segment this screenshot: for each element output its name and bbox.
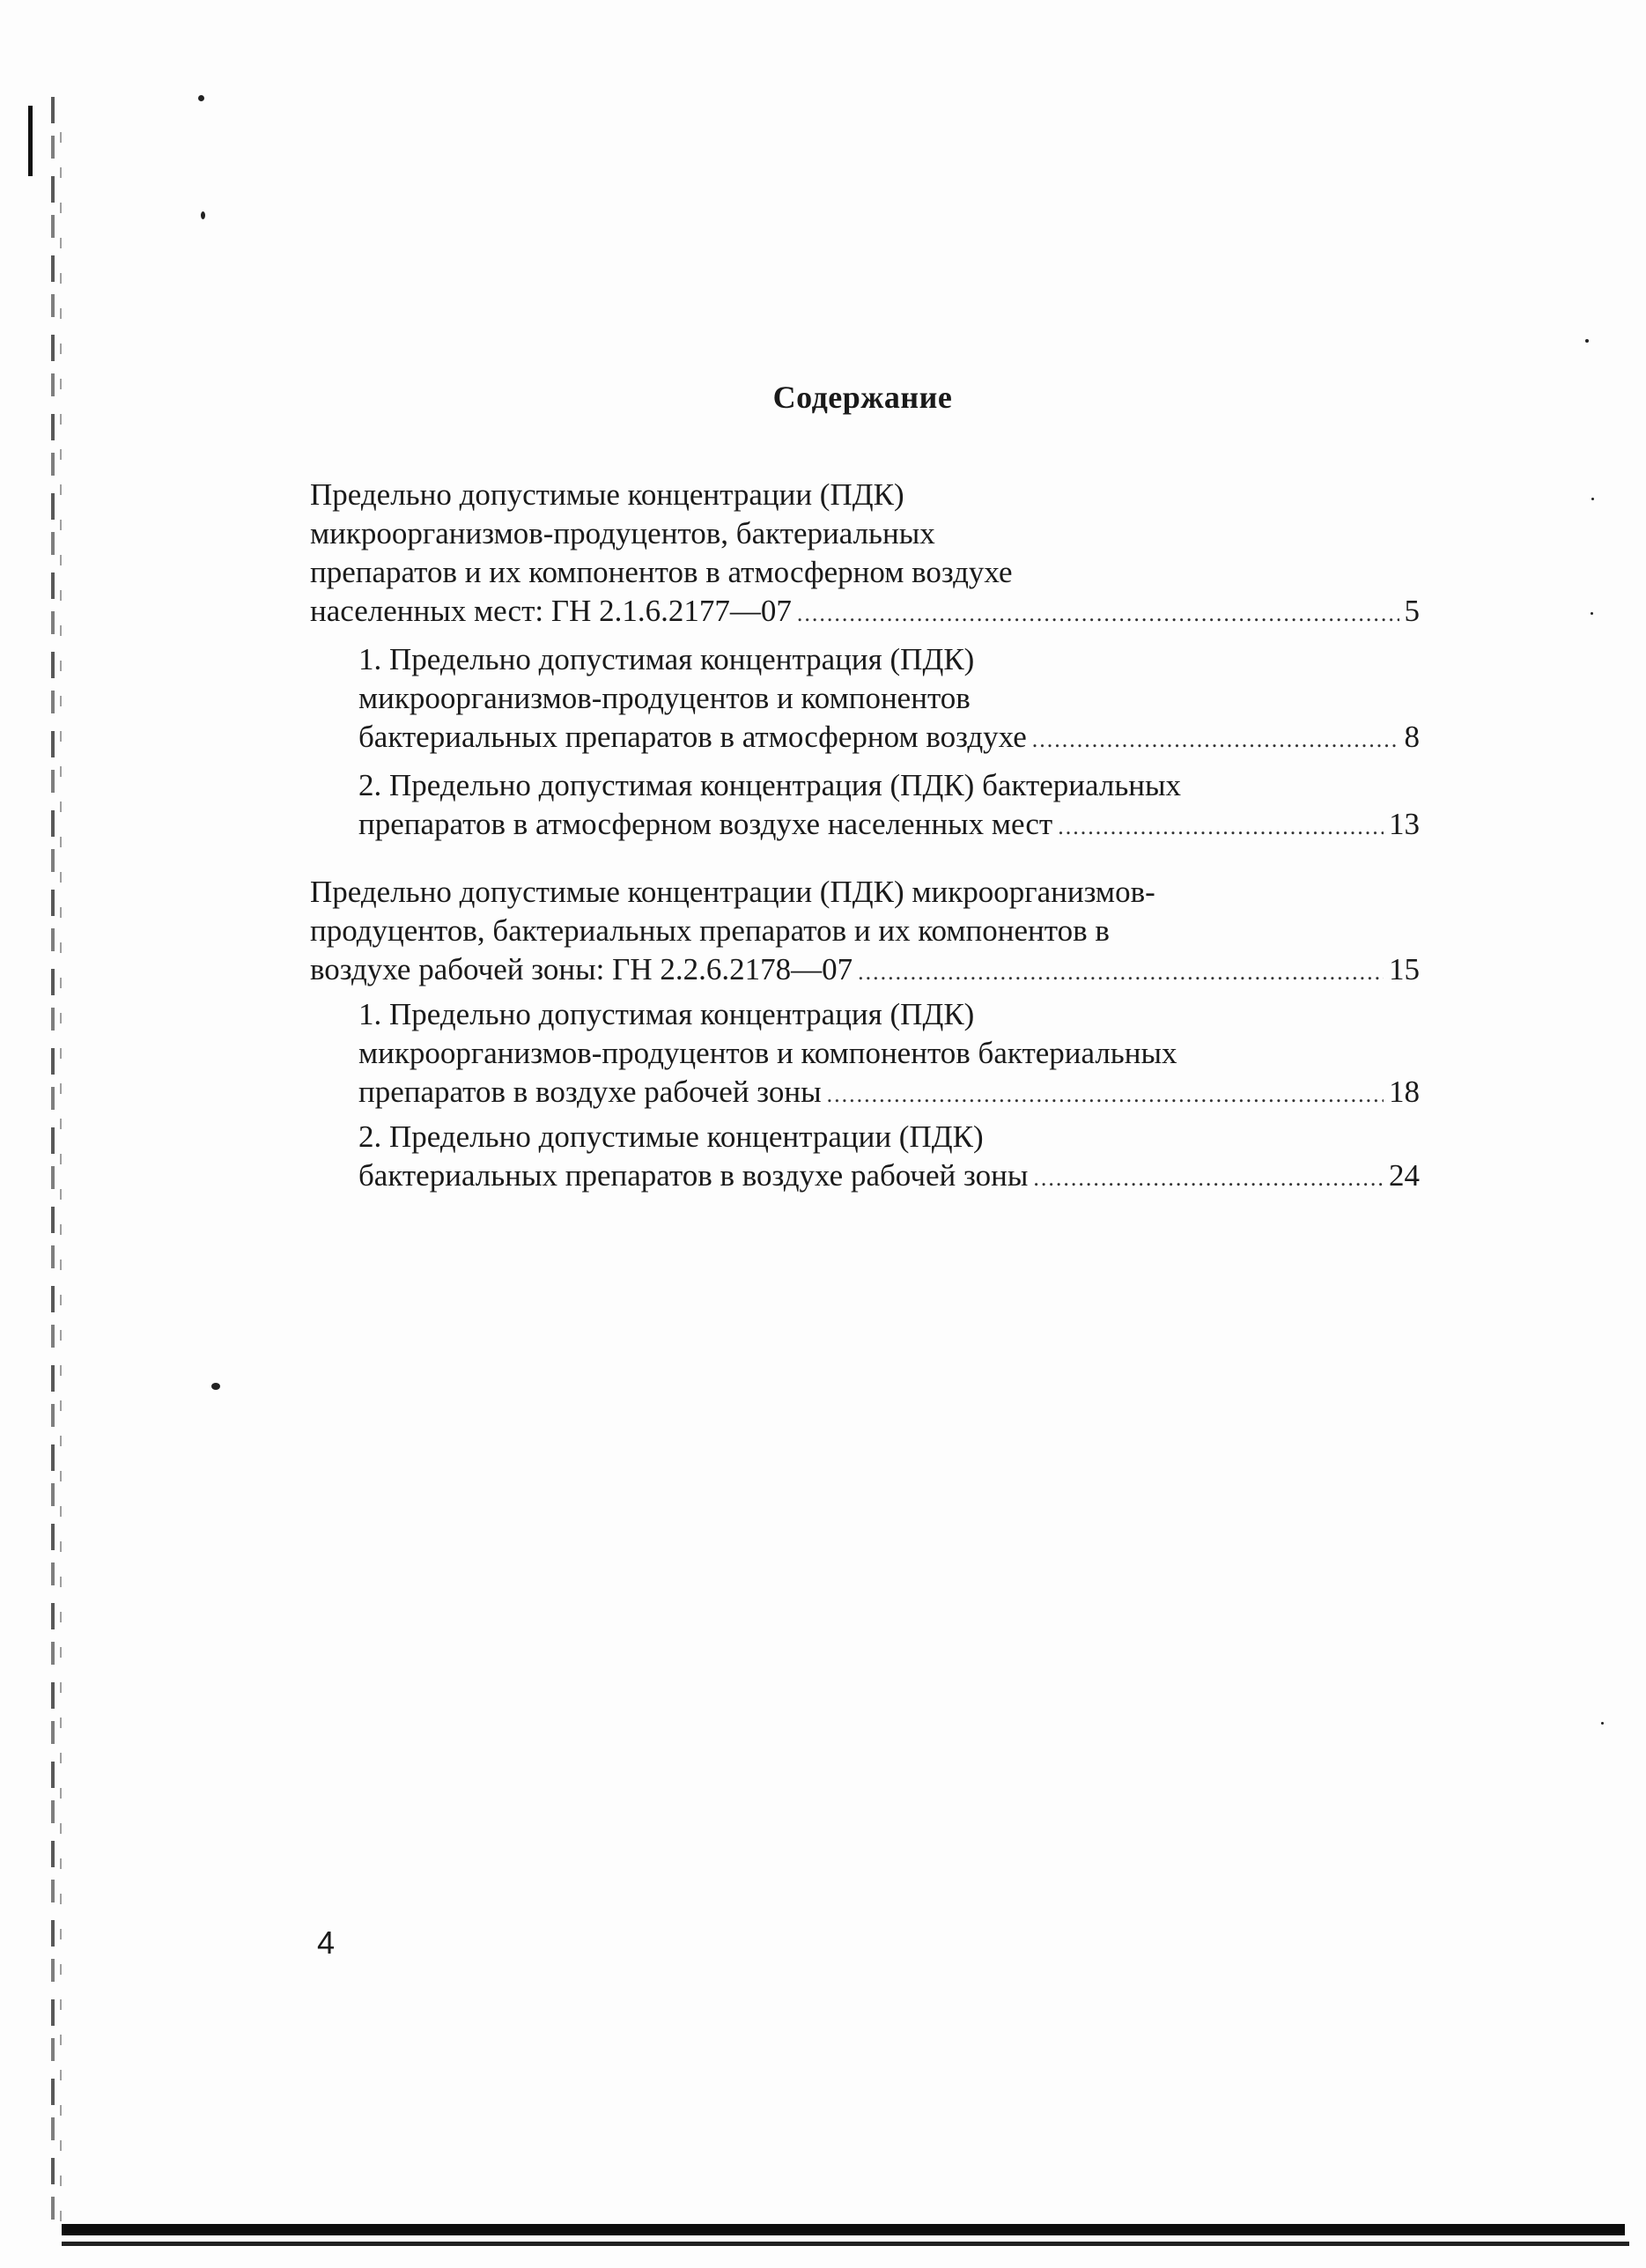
scan-speck: [1591, 498, 1594, 500]
scan-bottom-bar: [62, 2224, 1625, 2235]
toc-dot-leader: [1058, 808, 1384, 846]
toc-entry-last-line: [358, 718, 1420, 759]
toc-entry-last-line: [310, 592, 1420, 633]
table-of-contents: [310, 476, 1420, 1198]
toc-dot-leader: [827, 1075, 1384, 1114]
scan-speck: [201, 211, 205, 219]
toc-entry-line: 1. Предельно допустимая концентрация (ПДК): [358, 997, 975, 1031]
toc-page-number: 15: [1389, 952, 1420, 986]
toc-entry-line: препаратов и их компонентов в атмосферном воздухе: [310, 555, 1013, 589]
toc-entry-line: Предельно допустимые концентрации (ПДК) микроорганизмов-: [310, 875, 1155, 909]
toc-entry-line: 1. Предельно допустимая концентрация (ПДК): [358, 642, 975, 676]
toc-entry[interactable]: [358, 640, 1420, 759]
scan-edge-mark: [28, 106, 33, 176]
toc-entry-line: бактериальных препаратов в воздухе рабочей зоны: [358, 1158, 1029, 1193]
toc-entry-line: бактериальных препаратов в атмосферном воздухе: [358, 720, 1027, 754]
toc-dot-leader: [1032, 720, 1399, 759]
page-title: Содержание: [772, 380, 953, 415]
toc-entry-line: продуцентов, бактериальных препаратов и их компонентов в: [310, 913, 1110, 948]
scan-speck: [1585, 339, 1589, 343]
toc-dot-leader: [1033, 1159, 1384, 1198]
toc-entry-line: микроорганизмов-продуцентов и компонентов: [358, 681, 971, 715]
toc-entry-line: микроорганизмов-продуцентов, бактериальных: [310, 516, 935, 550]
toc-entry[interactable]: [310, 873, 1420, 992]
toc-dot-leader: [797, 595, 1399, 633]
toc-page-number: 8: [1404, 720, 1420, 754]
toc-page-number: 13: [1389, 807, 1420, 841]
toc-entry-last-line: [310, 950, 1420, 992]
scan-speck: [198, 95, 204, 101]
toc-entry-line: 2. Предельно допустимые концентрации (ПДК): [358, 1119, 984, 1154]
toc-page-number: 24: [1389, 1158, 1420, 1193]
toc-entry-line: Предельно допустимые концентрации (ПДК): [310, 477, 904, 512]
scan-speck: [1601, 1722, 1604, 1725]
toc-entry-line: воздухе рабочей зоны: ГН 2.2.6.2178—07: [310, 952, 853, 986]
scan-left-edge-secondary: [60, 132, 62, 2228]
toc-page-number: 18: [1389, 1075, 1420, 1109]
toc-entry[interactable]: [358, 1118, 1420, 1198]
toc-entry-line: препаратов в атмосферном воздухе населенных мест: [358, 807, 1053, 841]
toc-entry-last-line: [358, 1073, 1420, 1114]
scan-bottom-bar-thin: [62, 2242, 1629, 2246]
toc-entry-line: микроорганизмов-продуцентов и компонентов бактериальных: [358, 1036, 1177, 1070]
toc-page-number: 5: [1404, 594, 1420, 628]
toc-entry-line: населенных мест: ГН 2.1.6.2177—07: [310, 594, 792, 628]
toc-entry-last-line: [358, 1156, 1420, 1198]
toc-entry-line: 2. Предельно допустимая концентрация (ПДК) бактериальных: [358, 768, 1182, 802]
toc-entry-line: препаратов в воздухе рабочей зоны: [358, 1075, 822, 1109]
toc-dot-leader: [858, 953, 1384, 992]
toc-entry[interactable]: [310, 476, 1420, 633]
page-number: 4: [317, 1924, 336, 1961]
scan-speck: [211, 1383, 220, 1390]
toc-entry-last-line: [358, 805, 1420, 846]
toc-entry[interactable]: [358, 995, 1420, 1114]
scan-speck: [1591, 612, 1593, 615]
scan-left-edge: [51, 97, 55, 2228]
toc-entry[interactable]: [358, 766, 1420, 846]
